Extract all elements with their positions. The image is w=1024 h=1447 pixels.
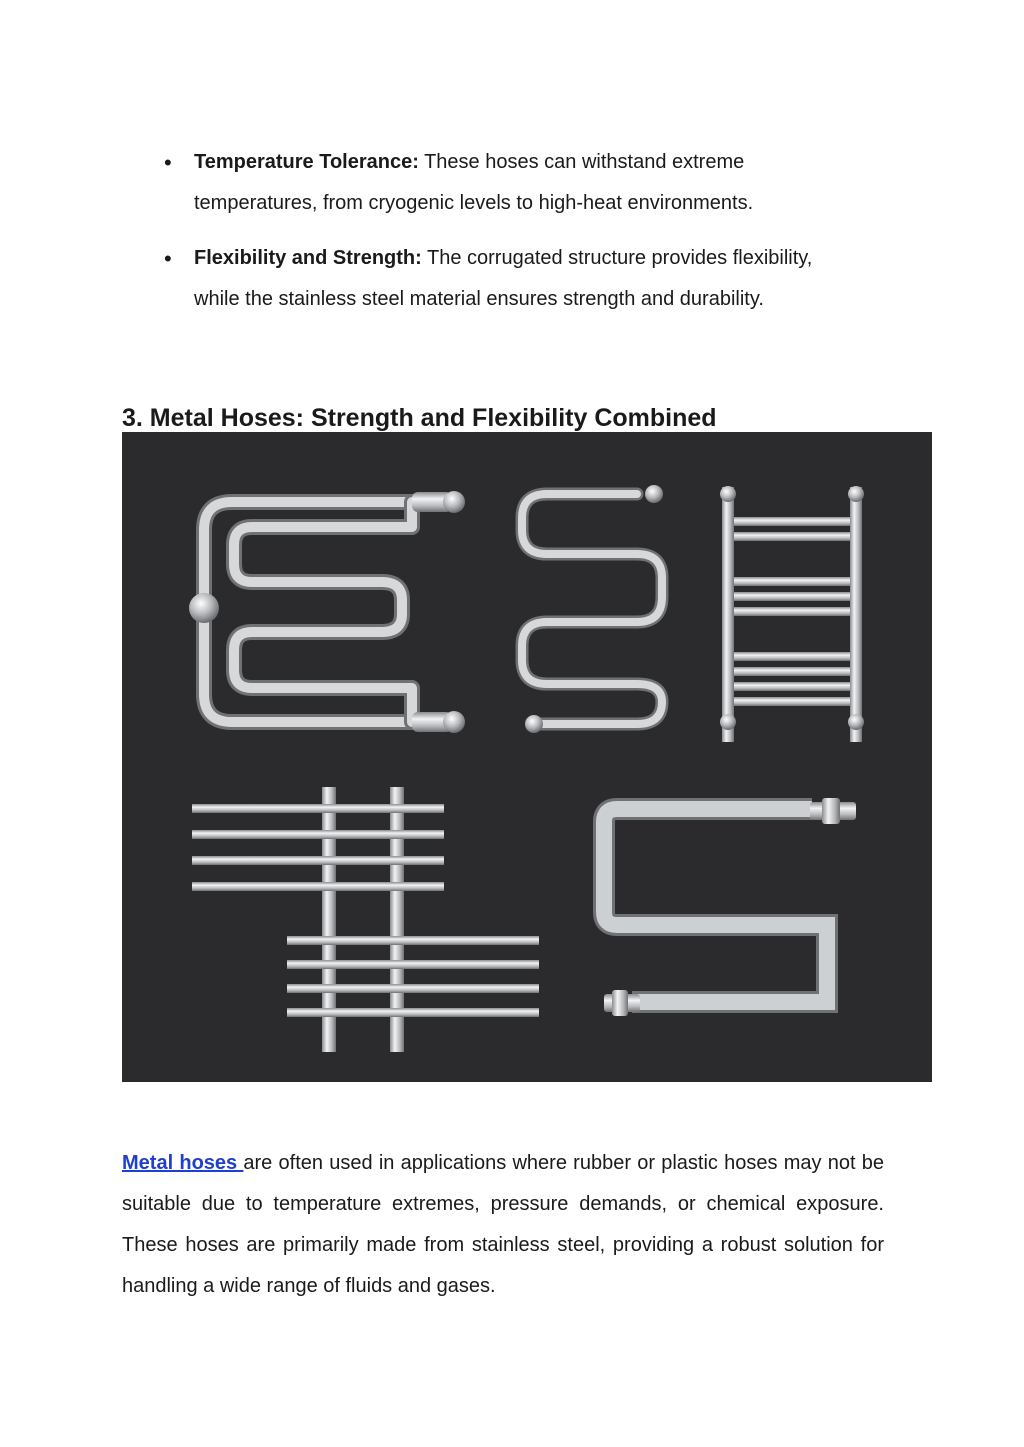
feature-list [160,142,860,334]
towel-rail-image [122,432,932,1082]
paragraph-text: are often used in applications where rubber or plastic hoses may not be suitable due to temperature extremes, pressure demands, or chemical exposure. These hoses are primarily made from stainless steel, providing a robust solution for handling a wide range of fluids and gases. [122,1152,885,1297]
ladder-rail [720,486,864,742]
bullet-icon: • [164,246,172,271]
list-item [160,142,860,224]
list-item [160,238,860,320]
bullet-text: These hoses can withstand extreme temperatures, from cryogenic levels to high-heat environments. [194,151,754,214]
section-heading: 3. Metal Hoses: Strength and Flexibility Combined [122,404,717,432]
metal-rails-illustration [122,432,932,1082]
bullet-text: The corrugated structure provides flexibility, while the stainless steel material ensures strength and durability. [194,247,813,310]
metal-hoses-link[interactable]: Metal hoses [122,1152,244,1174]
body-paragraph [122,1143,884,1307]
bullet-term: Temperature Tolerance: [194,151,419,173]
bullet-term: Flexibility and Strength: [194,247,422,269]
bullet-icon: • [164,150,172,175]
